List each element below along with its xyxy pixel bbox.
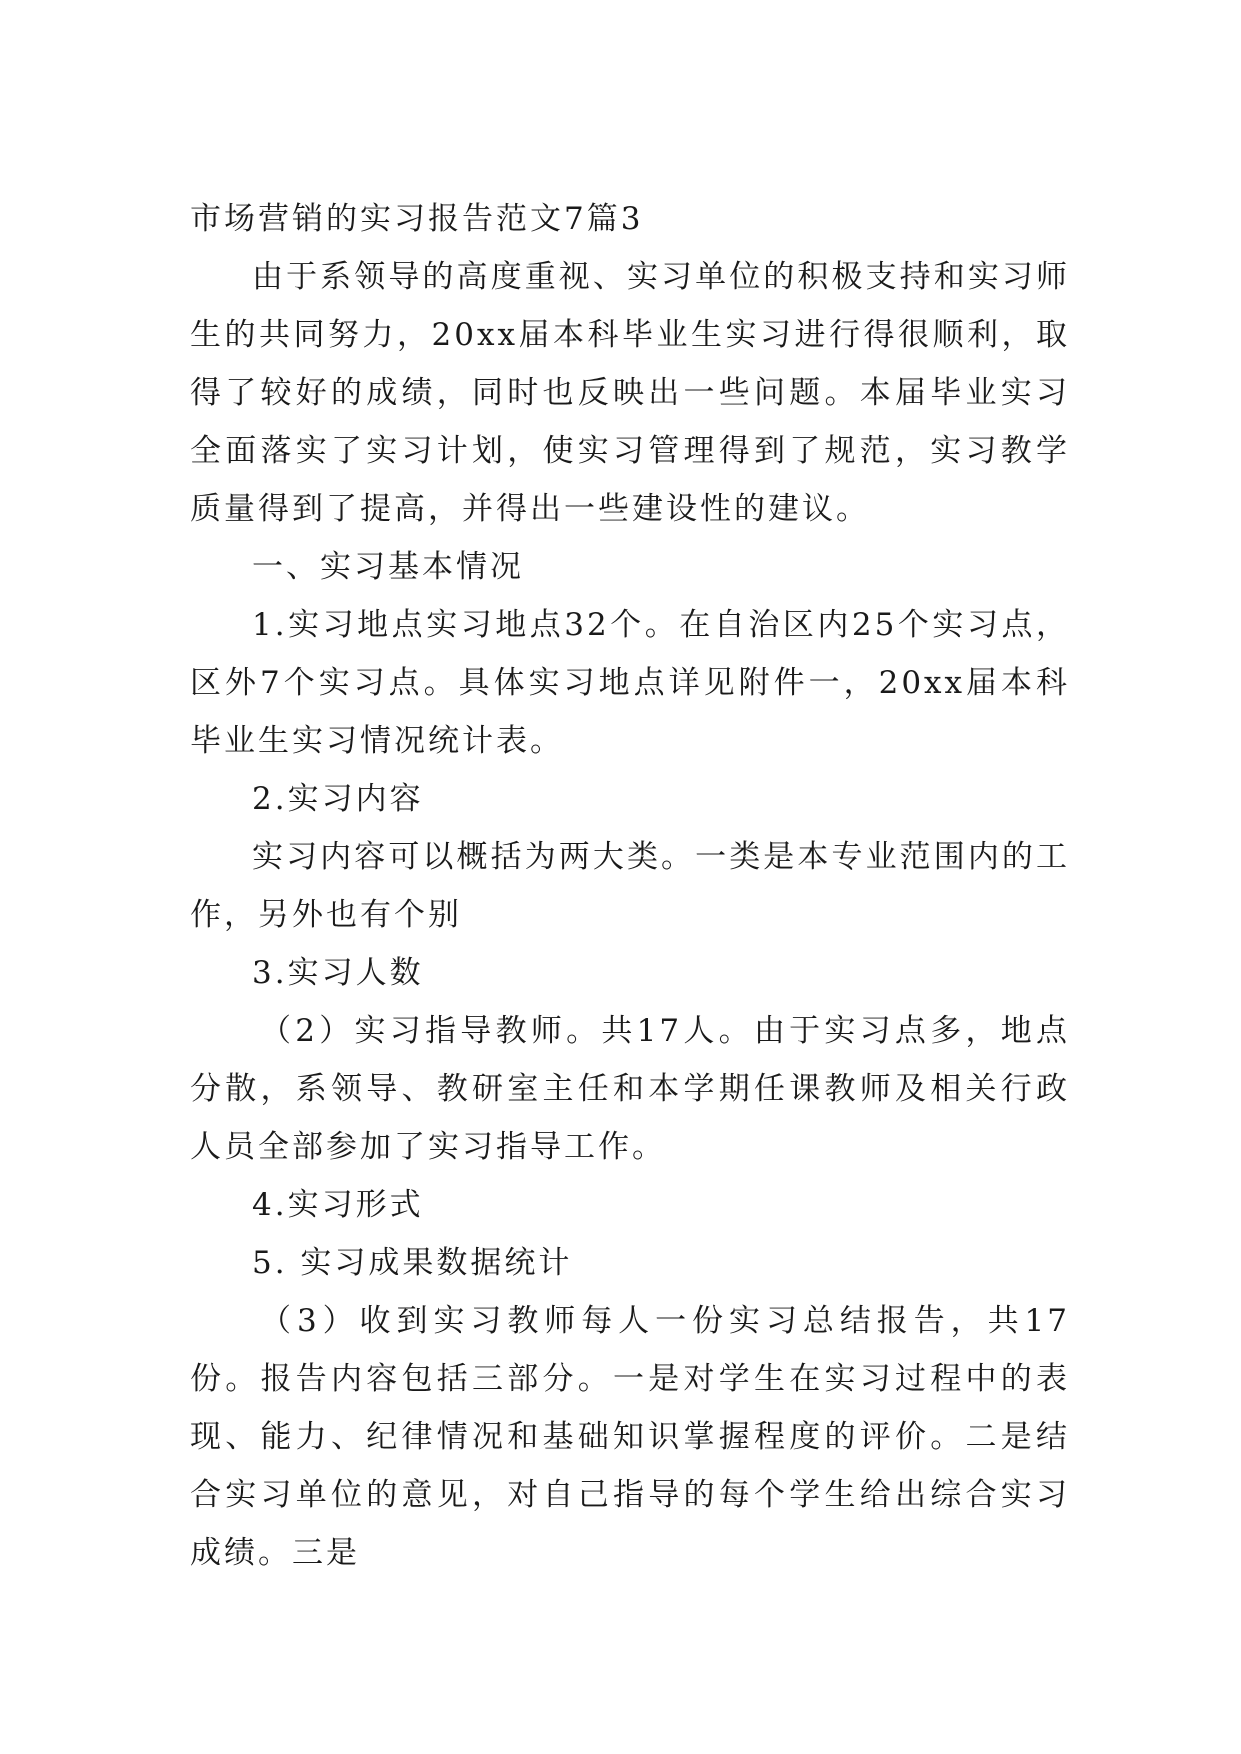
heading-results-statistics: 5. 实习成果数据统计 xyxy=(252,1245,573,1281)
document-title: 市场营销的实习报告范文7篇3 xyxy=(190,201,644,237)
paragraph-guiding-teachers: （2）实习指导教师。共17人。由于实习点多，地点分散，系领导、教研室主任和本学期任课教师及相关行政人员全部参加了实习指导工作。 xyxy=(190,1013,1070,1165)
heading-internship-form: 4.实习形式 xyxy=(252,1187,424,1223)
paragraph-intro: 由于系领导的高度重视、实习单位的积极支持和实习师生的共同努力，20xx届本科毕业生实习进行得很顺利，取得了较好的成绩，同时也反映出一些问题。本届毕业实习全面落实了实习计划，使实习管理得到了规范，实习教学质量得到了提高，并得出一些建设性的建议。 xyxy=(190,259,1070,527)
heading-internship-content: 2.实习内容 xyxy=(252,781,424,817)
section-heading-basic-info: 一、实习基本情况 xyxy=(252,549,524,585)
document-body xyxy=(190,190,1070,1582)
heading-internship-headcount: 3.实习人数 xyxy=(252,955,424,991)
paragraph-internship-content: 实习内容可以概括为两大类。一类是本专业范围内的工作，另外也有个别 xyxy=(190,839,1070,933)
paragraph-summary-reports: （3）收到实习教师每人一份实习总结报告，共17份。报告内容包括三部分。一是对学生在实习过程中的表现、能力、纪律情况和基础知识掌握程度的评价。二是结合实习单位的意见，对自己指导的每个学生给出综合实习成绩。三是 xyxy=(190,1303,1070,1571)
paragraph-internship-locations: 1.实习地点实习地点32个。在自治区内25个实习点，区外7个实习点。具体实习地点详见附件一，20xx届本科毕业生实习情况统计表。 xyxy=(190,607,1070,759)
